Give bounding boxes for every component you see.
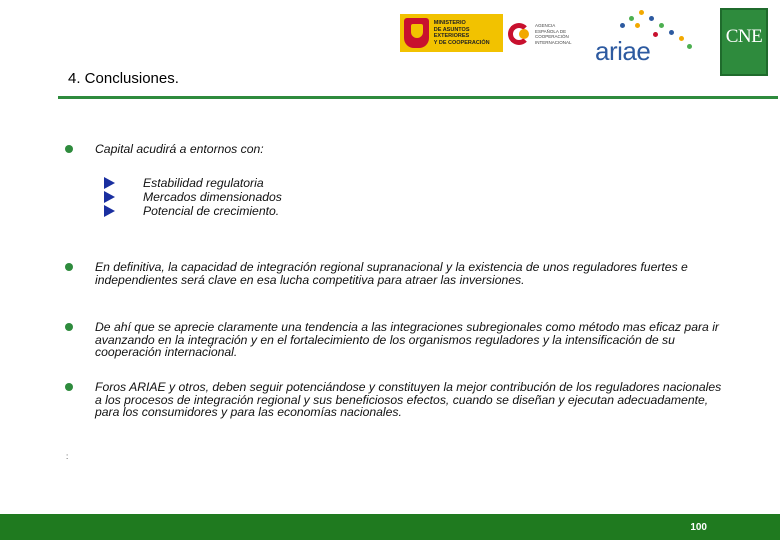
- bullet-item: [65, 261, 725, 286]
- ministerio-logo: [400, 14, 503, 52]
- bullet-text: Capital acudirá a entornos con:: [95, 142, 264, 156]
- bullet-dot-icon: [65, 383, 73, 391]
- cne-logo: [720, 8, 768, 76]
- aecid-logo: [508, 18, 578, 50]
- page-number: 100: [690, 522, 707, 533]
- stray-mark: :: [66, 452, 69, 461]
- sub-bullet-item: [104, 204, 282, 218]
- ministerio-text: MINISTERIO DE ASUNTOS EXTERIORES Y DE COOPERACIÓN: [433, 20, 490, 46]
- arrow-bullet-icon: [104, 191, 115, 203]
- header-logos: [395, 8, 775, 80]
- bullet-dot-icon: [65, 263, 73, 271]
- sub-bullet-text: Mercados dimensionados: [143, 190, 282, 204]
- bullet-text: Foros ARIAE y otros, deben seguir potenciándose y constituyen la mejor contribución de los reguladores nacionales a los procesos de integración regional y sus beneficiosos efectos, cuando se diseñan y ejecutan adecuadamente, para los consumidores y para las economías nacionales.: [95, 380, 722, 419]
- sub-bullet-text: Potencial de crecimiento.: [143, 204, 280, 218]
- ariae-wordmark: ariae: [595, 36, 651, 66]
- arrow-bullet-icon: [104, 177, 115, 189]
- ariae-logo: [587, 8, 705, 76]
- bullet-item: [65, 321, 725, 359]
- arrow-bullet-icon: [104, 205, 115, 217]
- sub-bullet-list: [104, 176, 282, 218]
- cne-wordmark: CNE: [725, 26, 763, 47]
- bullet-dot-icon: [65, 145, 73, 153]
- bullet-text: En definitiva, la capacidad de integración regional supranacional y la existencia de unos reguladores fuertes e independientes será clave en esa lucha competitiva para atraer las inversiones.: [95, 260, 688, 287]
- sub-bullet-text: Estabilidad regulatoria: [143, 176, 264, 190]
- bullet-dot-icon: [65, 323, 73, 331]
- coat-of-arms-icon: [404, 18, 429, 48]
- sub-bullet-item: [104, 176, 282, 190]
- bullet-text: De ahí que se aprecie claramente una tendencia a las integraciones subregionales como método mas eficaz para ir avanzando en la integración y en el fortalecimiento de los organismos reguladores y la intensificación de su cooperación internacional.: [95, 320, 719, 359]
- aecid-text: AGENCIA ESPAÑOLA DE COOPERACIÓN INTERNACIONAL: [535, 23, 572, 45]
- bullet-item: [65, 381, 725, 419]
- title-divider: [58, 96, 778, 99]
- aecid-icon: [508, 23, 530, 45]
- bullet-item: [65, 143, 725, 156]
- footer-bar: [0, 514, 780, 540]
- slide-title: 4. Conclusiones.: [68, 70, 179, 87]
- sub-bullet-item: [104, 190, 282, 204]
